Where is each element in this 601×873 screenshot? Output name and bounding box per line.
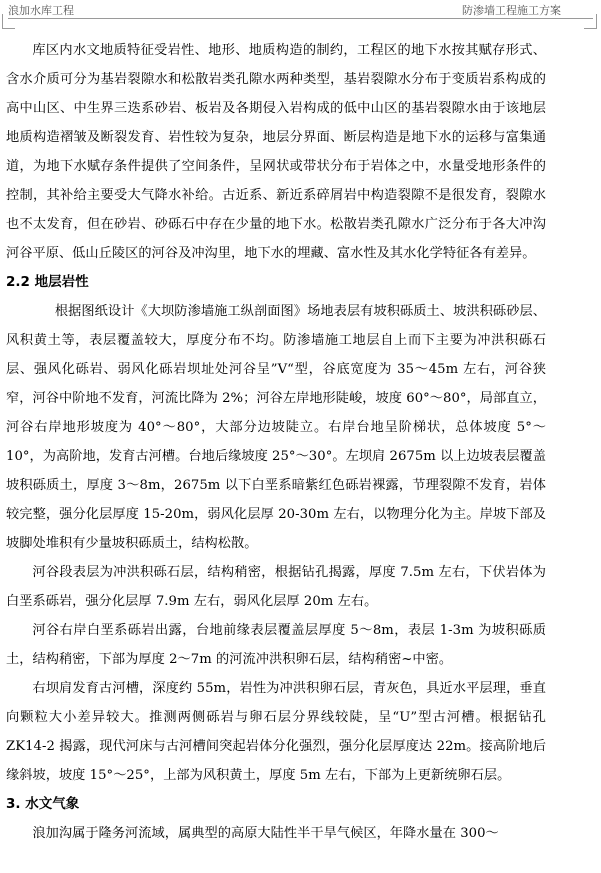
paragraph-strata-overview: 根据图纸设计《大坝防渗墙施工纵剖面图》场地表层有坡积砾质土、坡洪积砾砂层、风积黄土等，表层覆盖较大，厚度分布不均。防渗墙施工地层自上而下主要为冲洪积砾石层、强风化砾岩、弱风化砾岩坝址处河谷呈”V“型，谷底宽度为 35～45m 左右，河谷狭窄，河谷中阶地不发育，河流比降为 2%；河谷左岸地形陡峻，坡度 60°～80°，局部直立，河谷右岸地形坡度为 40°～80°，大部分边坡陡立。右岸台地呈阶梯状，总体坡度 5°～10°，为高阶地，发育古河槽。台地后缘坡度 25°～30°。左坝肩 2675m 以上边坡表层覆盖坡积砾质土，厚度 3～8m，2675m 以下白垩系暗紫红色砾岩裸露，节理裂隙不发育，岩体较完整，强分化层厚度 15-20m，弱风化层厚 20-30m 左右，以物理分化为主。岸坡下部及坡脚处堆积有少量坡积砾质土，结构松散。: [6, 304, 546, 551]
paragraph-hydrogeology: 库区内水文地质特征受岩性、地形、地质构造的制约，工程区的地下水按其赋存形式、含水介质可分为基岩裂隙水和松散岩类孔隙水两种类型，基岩裂隙水分布于变质岩系构成的高中山区、中生界三迭系砂岩、板岩及各期侵入岩构成的低中山区的基岩裂隙水由于该地层地质构造褶皱及断裂发育、岩性较为复杂，地层分界面、断层构造是地下水的运移与富集通道，为地下水赋存条件提供了空间条件，呈网状或带状分布于岩体之中，水量受地形条件的控制，其补给主要受大气降水补给。古近系、新近系碎屑岩中构造裂隙不是很发育，裂隙水也不太发育，但在砂岩、砂砾石中存在少量的地下水。松散岩类孔隙水广泛分布于各大冲沟河谷平原、低山丘陵区的河谷及冲沟里，地下水的埋藏、富水性及其水化学特征各有差异。: [6, 43, 546, 261]
page-header: [8, 0, 593, 19]
section-heading-strata: 2.2 地层岩性: [6, 274, 89, 290]
section-heading-hydrology: 3. 水文气象: [6, 796, 80, 812]
header-project-name: 浪加水库工程: [8, 4, 74, 17]
document-body: [6, 36, 546, 848]
paragraph-right-bank: 河谷右岸白垩系砾岩出露，台地前缘表层覆盖层厚度 5～8m，表层 1-3m 为坡积砾质土，结构稍密，下部为厚度 2～7m 的河流冲洪积卵石层，结构稍密~中密。: [6, 623, 546, 667]
paragraph-climate: 浪加沟属于隆务河流域，属典型的高原大陆性半干旱气候区，年降水量在 300～: [32, 826, 499, 841]
paragraph-right-abutment: 右坝肩发育古河槽，深度约 55m，岩性为冲洪积卵石层，青灰色，具近水平层理，垂直向颗粒大小差异较大。推测两侧砾岩与卵石层分界线较陡，呈“U”型古河槽。根据钻孔 ZK14-2 揭露，现代河床与古河槽间突起岩体分化强烈，强分化层厚度达 22m。接高阶地后缘斜坡，坡度 15°～25°，上部为风积黄土，厚度 5m 左右，下部为上更新统卵石层。: [6, 681, 546, 783]
header-document-title: 防渗墙工程施工方案: [462, 4, 561, 17]
paragraph-valley-section: 河谷段表层为冲洪积砾石层，结构稍密，根据钻孔揭露，厚度 7.5m 左右，下伏岩体为白垩系砾岩，强分化层厚 7.9m 左右，弱风化层厚 20m 左右。: [6, 565, 546, 609]
